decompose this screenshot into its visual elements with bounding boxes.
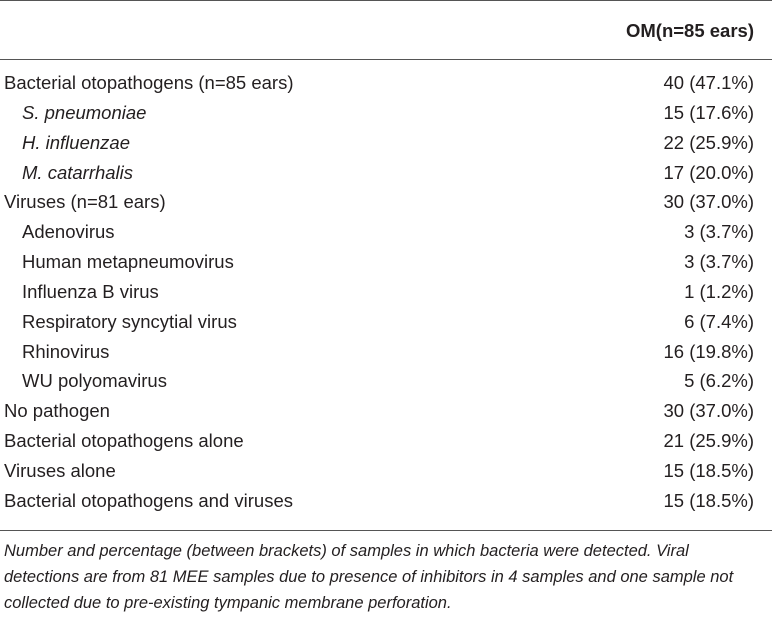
table-row (0, 337, 772, 367)
table-row (0, 396, 772, 426)
table-footnote: Number and percentage (between brackets) of samples in which bacteria were detected. Viral detections are from 81 MEE samples due to presence of inhibitors in 4 samples and one sample not collected due to pre-existing tympanic membrane perforation. (4, 542, 734, 612)
row-value: 6 (7.4%) (684, 310, 754, 332)
table-row (0, 68, 772, 98)
table-row (0, 187, 772, 217)
table-row (0, 158, 772, 188)
row-label: H. influenzae (22, 131, 130, 153)
row-value: 15 (17.6%) (663, 101, 754, 123)
row-label: Rhinovirus (22, 340, 110, 362)
table-row (0, 456, 772, 486)
row-value: 3 (3.7%) (684, 221, 754, 243)
row-label: No pathogen (4, 400, 110, 422)
row-label: Influenza B virus (22, 280, 159, 302)
row-label: Bacterial otopathogens (n=85 ears) (4, 72, 294, 93)
row-value: 1 (1.2%) (684, 280, 754, 302)
row-label: Respiratory syncytial virus (22, 310, 237, 332)
table-row (0, 98, 772, 128)
row-label: Adenovirus (22, 221, 115, 243)
table-header-row (0, 14, 772, 48)
row-value: 30 (37.0%) (663, 400, 754, 422)
table-header-rule (0, 59, 772, 60)
row-value: 40 (47.1%) (663, 72, 754, 93)
table-bottom-rule (0, 530, 772, 531)
row-value: 15 (18.5%) (663, 459, 754, 481)
table-row (0, 217, 772, 247)
row-label: Human metapneumovirus (22, 251, 234, 273)
row-value: 15 (18.5%) (663, 489, 754, 511)
row-label: Bacterial otopathogens alone (4, 430, 244, 452)
table-row (0, 307, 772, 337)
table-row (0, 247, 772, 277)
table-top-rule (0, 0, 772, 1)
column-header-om: OM(n=85 ears) (625, 20, 754, 41)
row-label: M. catarrhalis (22, 161, 134, 183)
table-row (0, 486, 772, 516)
row-label: Viruses alone (4, 459, 116, 481)
row-label: Viruses (n=81 ears) (4, 191, 166, 213)
row-label: Bacterial otopathogens and viruses (4, 489, 293, 511)
row-label: S. pneumoniae (22, 101, 147, 123)
table-row (0, 366, 772, 396)
row-value: 21 (25.9%) (663, 430, 754, 452)
table-body (0, 68, 772, 516)
row-value: 17 (20.0%) (663, 161, 754, 183)
row-value: 30 (37.0%) (663, 191, 754, 213)
row-value: 16 (19.8%) (663, 340, 754, 362)
row-label: WU polyomavirus (22, 370, 167, 392)
table-row (0, 426, 772, 456)
row-value: 22 (25.9%) (663, 131, 754, 153)
row-value: 5 (6.2%) (684, 370, 754, 392)
table-row (0, 128, 772, 158)
table-row (0, 277, 772, 307)
row-value: 3 (3.7%) (684, 251, 754, 273)
